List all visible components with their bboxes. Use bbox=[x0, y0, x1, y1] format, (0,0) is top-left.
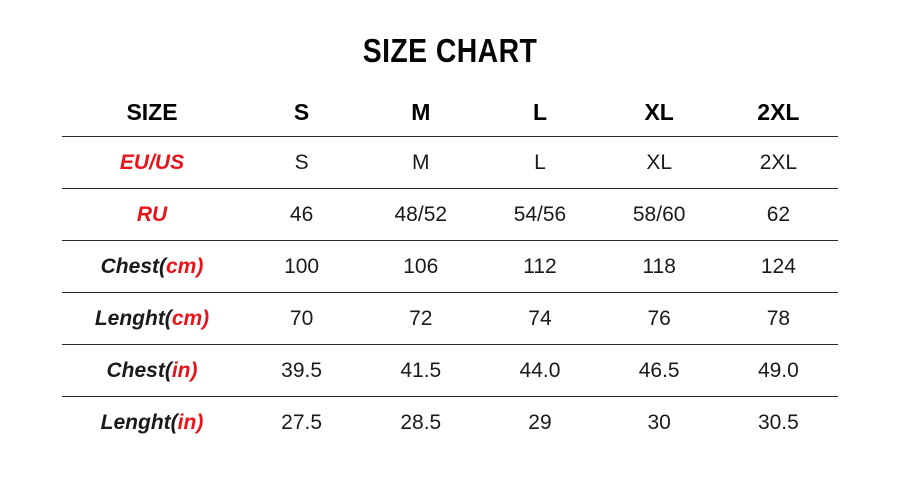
row-label-chest-cm bbox=[62, 241, 242, 293]
cell-ru-2xl: 62 bbox=[719, 189, 838, 241]
row-label-ru: RU bbox=[62, 189, 242, 241]
cell-chest-cm-2xl: 124 bbox=[719, 241, 838, 293]
column-header-m: M bbox=[361, 88, 480, 137]
cell-lenght-in-s: 27.5 bbox=[281, 410, 323, 434]
cell-chest-in-s: 39.5 bbox=[242, 345, 361, 397]
cell-eu-us-s: S bbox=[242, 137, 361, 189]
size-chart-table-container bbox=[0, 80, 900, 448]
cell-eu-us-l: L bbox=[480, 137, 599, 189]
cell-lenght-cm-l: 74 bbox=[480, 293, 599, 345]
cell-chest-in-xl: 46.5 bbox=[600, 345, 719, 397]
table-header-row bbox=[62, 88, 838, 137]
cell-lenght-cm-s: 70 bbox=[242, 293, 361, 345]
cell-chest-in-m: 41.5 bbox=[361, 345, 480, 397]
cell-chest-in-l: 44.0 bbox=[480, 345, 599, 397]
cell-chest-cm-m: 106 bbox=[361, 241, 480, 293]
row-label-lenght-in-unit: in) bbox=[177, 410, 204, 434]
table-row bbox=[62, 345, 838, 397]
cell-lenght-in-m: 28.5 bbox=[400, 410, 442, 434]
column-header-xl: XL bbox=[600, 88, 719, 137]
column-header-s: S bbox=[242, 88, 361, 137]
cell-eu-us-2xl: 2XL bbox=[719, 137, 838, 189]
table-row bbox=[62, 293, 838, 345]
table-row bbox=[62, 137, 838, 189]
table-row bbox=[62, 241, 838, 293]
row-label-lenght-in-text: Lenght( bbox=[100, 410, 178, 434]
row-label-lenght-cm bbox=[62, 293, 242, 345]
cell-eu-us-xl: XL bbox=[600, 137, 719, 189]
column-header-l: L bbox=[480, 88, 599, 137]
row-label-lenght-cm-unit: cm) bbox=[171, 306, 210, 330]
table-row bbox=[62, 189, 838, 241]
cell-lenght-in-xl: 30 bbox=[647, 410, 671, 434]
cell-chest-in-2xl: 49.0 bbox=[719, 345, 838, 397]
row-label-chest-in-unit: in) bbox=[171, 358, 198, 382]
row-label-lenght-in bbox=[62, 397, 242, 449]
column-header-size: SIZE bbox=[62, 88, 242, 137]
size-chart-table bbox=[62, 88, 838, 448]
row-label-eu-us: EU/US bbox=[62, 137, 242, 189]
row-label-lenght-cm-text: Lenght( bbox=[94, 306, 172, 330]
cell-lenght-in-l: 29 bbox=[528, 410, 552, 434]
row-label-chest-in bbox=[62, 345, 242, 397]
cell-ru-xl: 58/60 bbox=[600, 189, 719, 241]
row-label-chest-cm-unit: cm) bbox=[165, 254, 204, 278]
cell-ru-s: 46 bbox=[242, 189, 361, 241]
cell-chest-cm-s: 100 bbox=[242, 241, 361, 293]
cell-chest-cm-l: 112 bbox=[480, 241, 599, 293]
cell-eu-us-m: M bbox=[361, 137, 480, 189]
row-label-chest-in-text: Chest( bbox=[106, 358, 172, 382]
row-label-chest-cm-text: Chest( bbox=[100, 254, 166, 278]
cell-lenght-cm-2xl: 78 bbox=[719, 293, 838, 345]
cell-lenght-in-2xl: 30.5 bbox=[757, 410, 799, 434]
cell-lenght-cm-m: 72 bbox=[361, 293, 480, 345]
cell-lenght-cm-xl: 76 bbox=[600, 293, 719, 345]
cell-chest-cm-xl: 118 bbox=[600, 241, 719, 293]
cell-ru-m: 48/52 bbox=[361, 189, 480, 241]
page-title: SIZE CHART bbox=[362, 32, 538, 69]
cell-ru-l: 54/56 bbox=[480, 189, 599, 241]
table-row bbox=[62, 397, 838, 449]
column-header-2xl: 2XL bbox=[719, 88, 838, 137]
